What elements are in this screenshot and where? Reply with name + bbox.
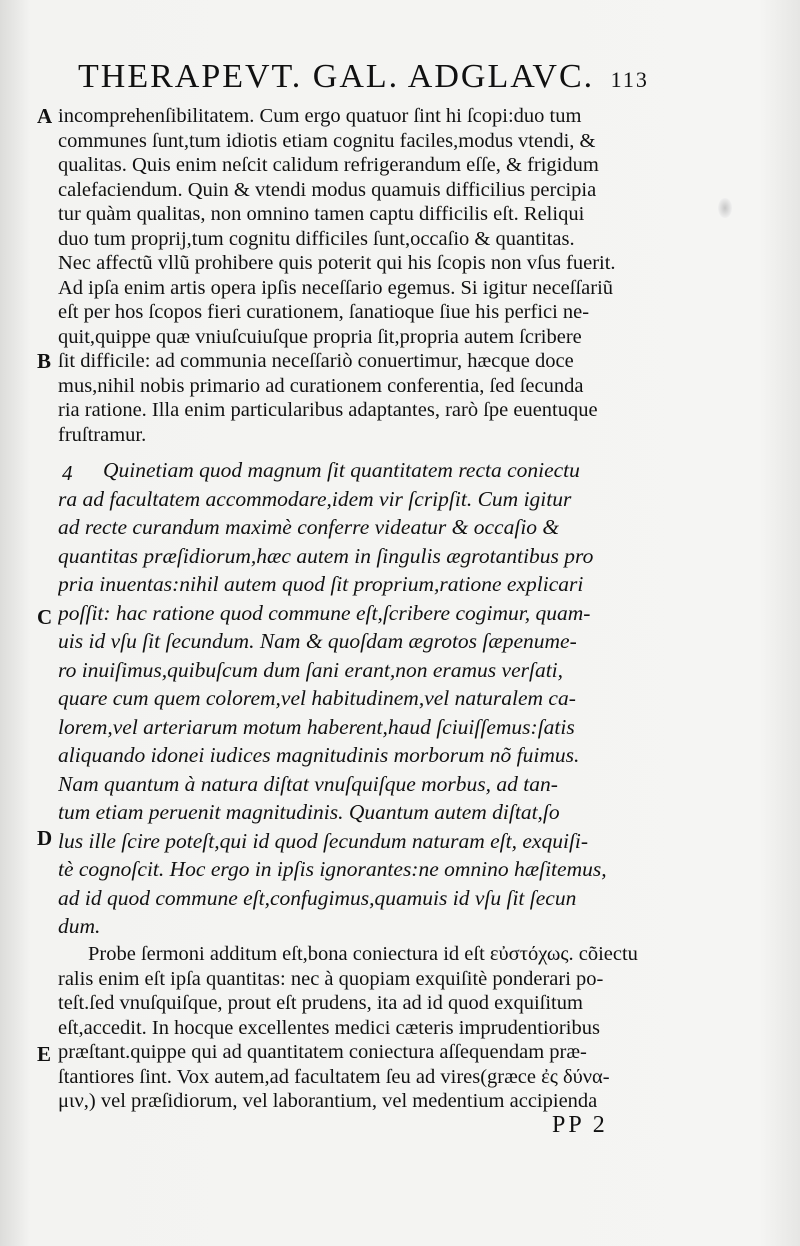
text-line: poſſit: hac ratione quod commune eſt,ſcribere cogimur, quam- (58, 600, 591, 625)
paragraph-2 (103, 456, 693, 485)
text-line: aliquando idonei iudices magnitudinis morborum nõ fuimus. (58, 743, 580, 767)
text-line: ſit difficile: ad communia neceſſariò conuertimur, hæcque doce (58, 350, 574, 372)
text-line: quit,quippe quæ vniuſcuiuſque propria ſit,propria autem ſcribere (58, 325, 582, 348)
text-line: tur quàm qualitas, non omnino tamen captu difficilis eſt. Reliqui (58, 203, 585, 225)
text-line: fruſtramur. (58, 423, 147, 446)
paragraph-2-body (58, 485, 678, 941)
text-line: incomprehenſibilitatem. Cum ergo quatuor ſint hi ſcopi:duo tum (58, 105, 582, 127)
margin-letter-e: E (37, 1042, 52, 1066)
text-line: dum. (58, 914, 101, 938)
text-line: lus ille ſcire poteſt,qui id quod ſecundum naturam eſt, exquiſi- (58, 828, 589, 853)
text-line: duo tum proprij,tum cognitu difficiles ſunt,occaſio & quantitas. (58, 227, 575, 250)
text-line: eſt,accedit. In hocque excellentes medici cæteris imprudentioribus (58, 1016, 600, 1039)
margin-letter-b: B (37, 349, 52, 373)
text-line: Probe ſermoni additum eſt,bona coniectura id eſt εὐστόχως. cõiectu (88, 943, 638, 965)
text-line: lorem,vel arteriarum motum haberent,haud ſciuiſſemus:ſatis (58, 714, 575, 739)
text-line: tum etiam peruenit magnitudinis. Quantum autem diſtat,ſo (58, 800, 560, 824)
text-line: eſt per hos ſcopos fieri curationem, ſanatioque ſiue his perfici ne- (58, 301, 590, 323)
signature-mark: PP 2 (552, 1112, 608, 1138)
text-line: mus,nihil nobis primario ad curationem conferentia, ſed ſecunda (58, 374, 584, 397)
text-line: qualitas. Quis enim neſcit calidum refrigerandum eſſe, & frigidum (58, 154, 599, 176)
text-line: calefaciendum. Quin & vtendi modus quamuis difficilius percipia (58, 178, 597, 201)
text-line: quantitas præſidiorum,hæc autem in ſingulis ægrotantibus pro (58, 543, 594, 568)
text-line: Nam quantum à natura diſtat vnuſquiſque morbus, ad tan- (58, 771, 558, 796)
margin-letter-d: D (37, 826, 53, 850)
page-number: 113 (610, 67, 649, 92)
paragraph-3-first (88, 942, 688, 967)
text-line: ria ratione. Illa enim particularibus adaptantes, rarò ſpe euentuque (58, 399, 598, 421)
running-title: THERAPEVT. GAL. ADGLAVC. (78, 58, 595, 95)
text-line: ſtantiores ſint. Vox autem,ad facultatem ſeu ad vires(græce ἐς δύνα- (58, 1065, 610, 1088)
margin-letter-c: C (37, 605, 53, 629)
text-line: Nec affectũ vllũ prohibere quis poterit qui his ſcopis non vſus fuerit. (58, 252, 616, 274)
margin-letter-a: A (37, 104, 53, 128)
text-line: ad recte curandum maximè conferre videatur & occaſio & (58, 515, 560, 539)
text-line: quare cum quem colorem,vel habitudinem,vel naturalem ca- (58, 686, 576, 710)
text-line: ra ad facultatem accommodare,idem vir ſcripſit. Cum igitur (58, 486, 572, 511)
section-number: 4 (62, 461, 73, 485)
text-line: Ad ipſa enim artis opera ipſis neceſſario egemus. Si igitur neceſſariũ (58, 276, 614, 299)
text-line: ad id quod commune eſt,confugimus,quamuis id vſu ſit ſecun (58, 885, 577, 910)
text-line: μιν,) vel præſidiorum, vel laborantium, vel medentium accipienda (58, 1090, 598, 1112)
text-line: communes ſunt,tum idiotis etiam cognitu faciles,modus vtendi, & (58, 129, 596, 152)
text-line: Quinetiam quod magnum ſit quantitatem recta coniectu (103, 458, 580, 482)
text-line: pria inuentas:nihil autem quod ſit proprium,ratione explicari (58, 572, 584, 596)
text-line: teſt.ſed vnuſquiſque, prout eſt prudens, ita ad id quod exquiſitum (58, 992, 583, 1014)
text-line: præſtant.quippe qui ad quantitatem coniectura aſſequendam præ- (58, 1041, 587, 1063)
text-line: ro inuiſimus,quibuſcum dum ſani erant,non eramus verſati, (58, 657, 564, 682)
paper-blemish (718, 198, 732, 218)
paragraph-3 (58, 967, 678, 1114)
text-line: uis id vſu ſit ſecundum. Nam & quoſdam ægrotos ſæpenume- (58, 629, 577, 653)
paragraph-1 (58, 104, 678, 447)
text-line: ralis enim eſt ipſa quantitas: nec à quopiam exquiſitè ponderari po- (58, 967, 604, 990)
text-line: tè cognoſcit. Hoc ergo in ipſis ignorantes:ne omnino hæſitemus, (58, 857, 607, 881)
running-header (78, 58, 780, 96)
